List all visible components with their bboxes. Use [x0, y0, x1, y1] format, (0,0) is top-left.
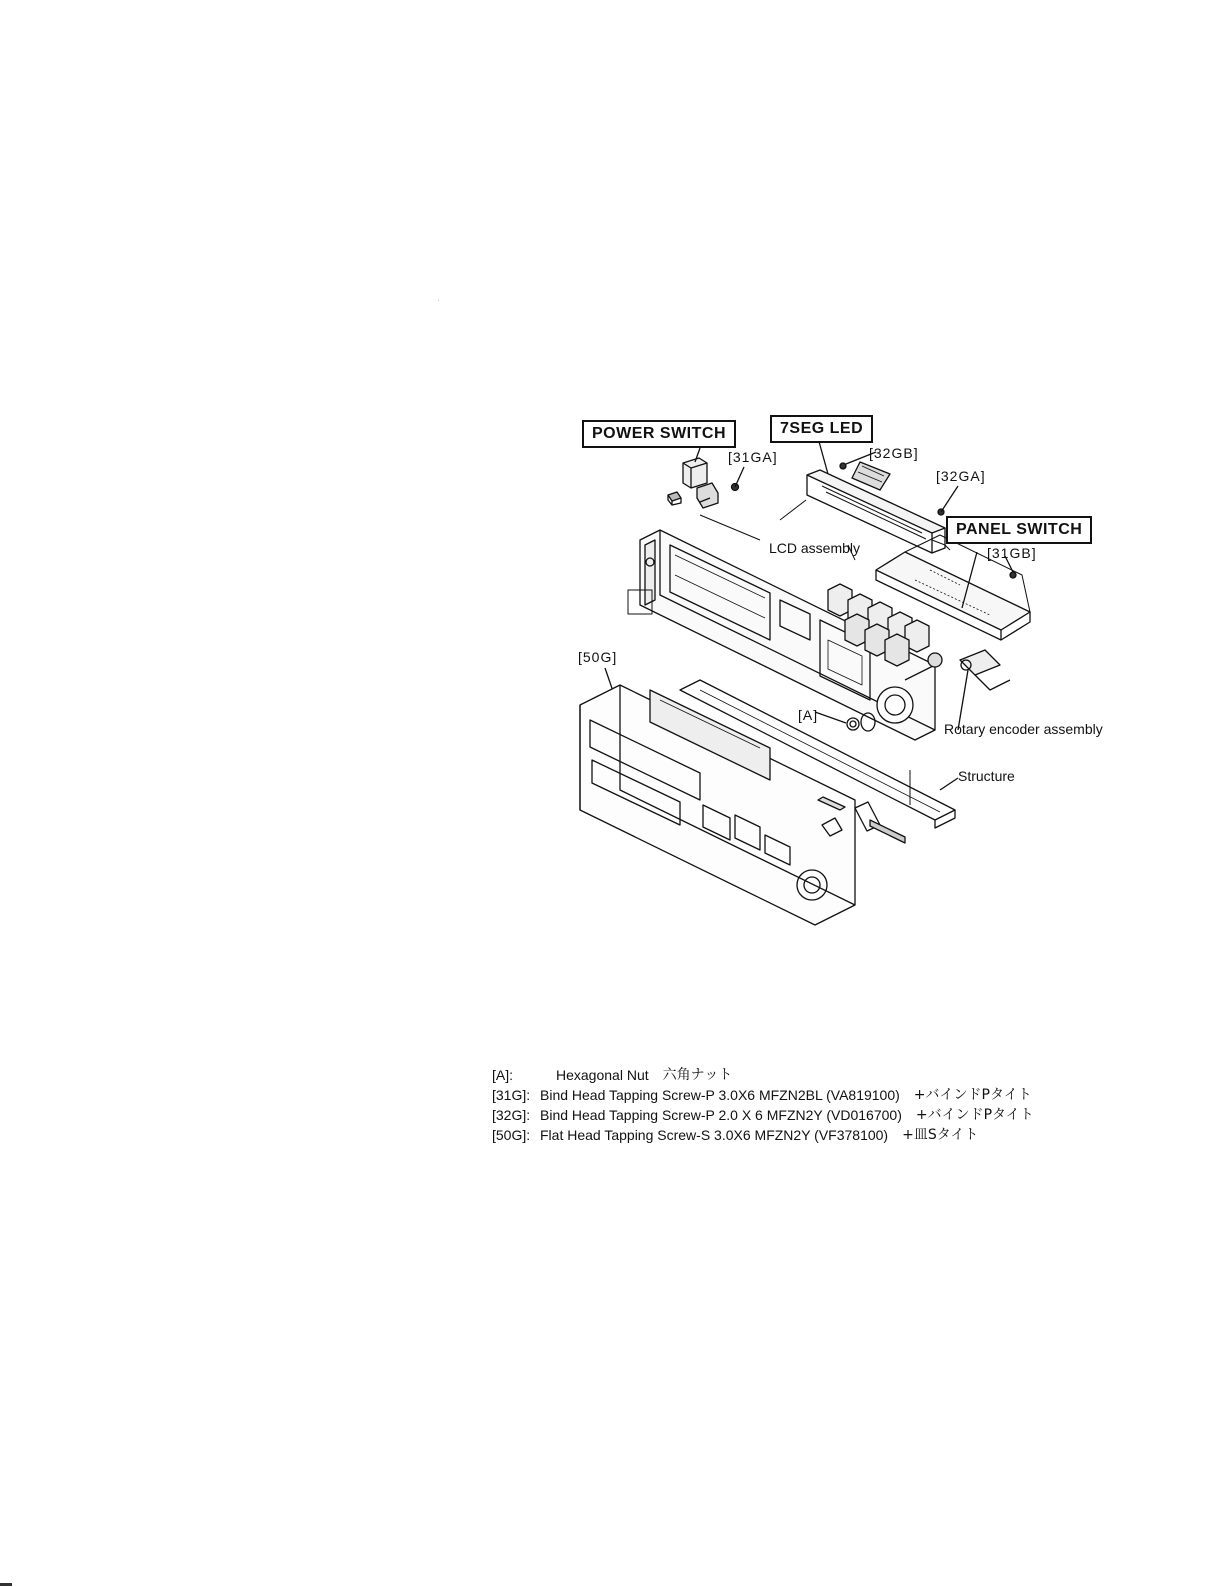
legend-japanese-name: +バインドPタイト — [913, 1087, 1032, 1103]
legend-description: Bind Head Tapping Screw-P 3.0X6 MFZN2BL (VA819100) — [540, 1087, 900, 1103]
power-switch-callout: POWER SWITCH — [582, 420, 736, 448]
ref-32ga-label: [32GA] — [936, 468, 986, 484]
legend-japanese-name: +皿Sタイト — [902, 1127, 979, 1143]
ref-31ga-label: [31GA] — [728, 449, 778, 465]
screw-31ga — [732, 467, 745, 491]
scan-dot — [438, 300, 439, 301]
legend-row — [492, 1105, 1192, 1125]
legend-key: [32G]: — [492, 1107, 531, 1123]
legend-japanese-name: +バインドPタイト — [915, 1107, 1034, 1123]
ref-32gb-label: [32GB] — [869, 445, 919, 461]
legend-row — [492, 1125, 1192, 1145]
panel-switch-callout: PANEL SWITCH — [946, 516, 1092, 544]
legend-description: Flat Head Tapping Screw-S 3.0X6 MFZN2Y (VF378100) — [540, 1127, 889, 1143]
structure-label: Structure — [958, 768, 1015, 784]
screw-32ga — [938, 486, 958, 515]
parts-legend — [492, 1065, 1192, 1145]
legend-key: [50G]: — [492, 1127, 531, 1143]
legend-row — [492, 1085, 1192, 1105]
legend-row — [492, 1065, 1192, 1085]
legend-description: Hexagonal Nut — [556, 1067, 649, 1083]
small-parts — [818, 797, 905, 843]
lcd-assembly-label: LCD assembly — [769, 540, 861, 556]
legend-key: [A]: — [492, 1067, 514, 1083]
seg-led-callout: 7SEG LED — [770, 415, 873, 443]
ref-50g-label: [50G] — [578, 649, 618, 665]
legend-key: [31G]: — [492, 1087, 531, 1103]
legend-japanese-name: 六角ナット — [662, 1067, 733, 1083]
ref-31gb-label: [31GB] — [987, 545, 1037, 561]
page-edge-mark — [0, 1583, 12, 1586]
power-switch-part — [668, 458, 718, 508]
rotary-encoder-label: Rotary encoder assembly — [944, 721, 1103, 737]
ref-a-label: [A] — [798, 707, 819, 723]
legend-description: Bind Head Tapping Screw-P 2.0 X 6 MFZN2Y (VD016700) — [540, 1107, 902, 1123]
